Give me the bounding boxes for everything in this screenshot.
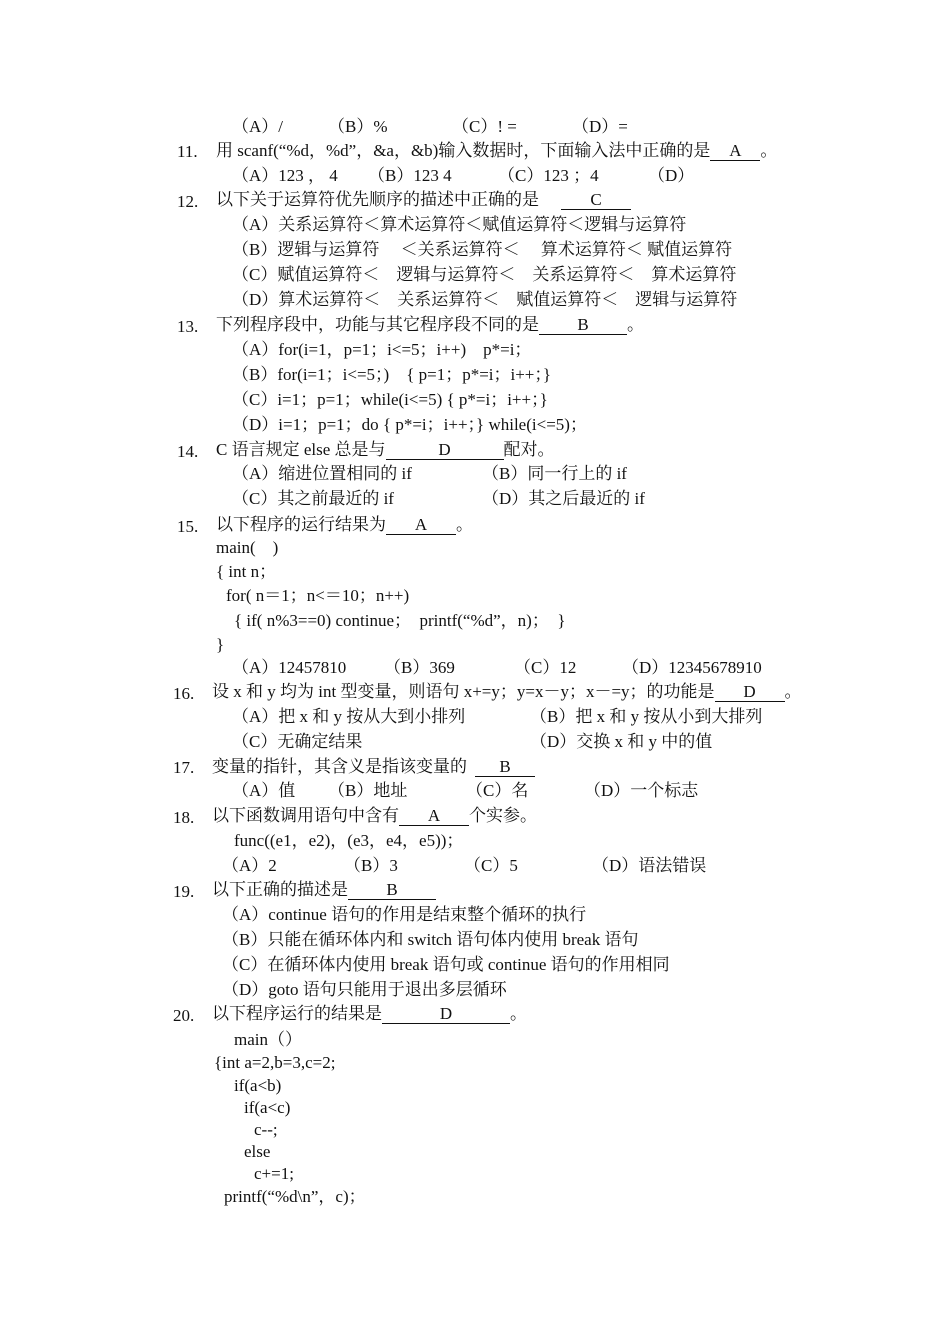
q18-option-a: （A）2 [222, 856, 277, 875]
q15-stem-text: 以下程序的运行结果为 [216, 515, 386, 534]
q13-number: 13. [177, 317, 199, 336]
q20-stem [212, 1004, 527, 1024]
q13-stem-text: 下列程序段中，功能与其它程序段不同的是 [216, 315, 539, 334]
q16-stem-end: 。 [784, 682, 802, 701]
q11-stem [216, 141, 777, 161]
q12-answer-blank: C [561, 191, 631, 210]
q14-option-d: （D）其之后最近的 if [482, 489, 645, 508]
q15-code-line: { if( n%3==0) continue； printf(“%d”，n)； } [234, 611, 566, 630]
q20-number: 20. [173, 1006, 195, 1025]
q15-answer-blank: A [386, 516, 456, 535]
q13-option-a: （A）for(i=1，p=1；i<=5；i++) p*=i； [232, 340, 532, 359]
q11-option-c: （C）123 ；4 [498, 166, 599, 185]
q14-number: 14. [177, 442, 199, 461]
q10-option-c: （C）! = [452, 117, 517, 136]
q12-option-c: （C）赋值运算符＜ 逻辑与运算符＜ 关系运算符＜ 算术运算符 [232, 265, 737, 284]
q18-option-c: （C）5 [464, 856, 518, 875]
q15-code-line: { int n； [216, 562, 277, 581]
q18-answer-blank: A [399, 807, 469, 826]
q19-option-b: （B）只能在循环体内和 switch 语句体内使用 break 语句 [222, 930, 639, 949]
q15-option-d: （D）12345678910 [622, 658, 762, 677]
q20-code-line: {int a=2,b=3,c=2; [214, 1053, 336, 1072]
q16-option-d: （D）交换 x 和 y 中的值 [530, 732, 713, 751]
q15-stem-end: 。 [456, 515, 473, 534]
q12-stem [216, 190, 631, 210]
q14-stem [216, 440, 555, 460]
q14-option-b: （B）同一行上的 if [482, 464, 627, 483]
q13-answer-blank: B [539, 316, 627, 335]
q12-number: 12. [177, 192, 199, 211]
q20-code-line: if(a<c) [244, 1098, 291, 1117]
q13-stem-end: 。 [627, 315, 644, 334]
q19-option-c: （C）在循环体内使用 break 语句或 continue 语句的作用相同 [222, 955, 670, 974]
q19-answer-blank: B [348, 881, 436, 900]
q15-option-a: （A）12457810 [232, 658, 347, 677]
q16-option-b: （B）把 x 和 y 按从小到大排列 [530, 707, 763, 726]
q13-option-d: （D）i=1；p=1；do { p*=i；i++；} while(i<=5)； [232, 415, 587, 434]
q11-stem-end: 。 [760, 141, 778, 160]
q17-stem [212, 757, 535, 777]
q16-stem-text: 设 x 和 y 均为 int 型变量，则语句 x+=y；y=x－y；x－=y；的功能是 [212, 682, 715, 701]
q18-code-line: func((e1，e2)，(e3，e4，e5))； [234, 831, 464, 850]
q13-stem [216, 315, 644, 335]
q20-stem-end: 。 [510, 1004, 527, 1023]
q12-option-a: （A）关系运算符＜算术运算符＜赋值运算符＜逻辑与运算符 [232, 215, 687, 234]
q18-stem-end: 个实参。 [469, 806, 537, 825]
q13-option-b: （B）for(i=1；i<=5；) { p=1；p*=i；i++；} [232, 365, 552, 384]
q14-stem-end: 配对。 [503, 440, 555, 459]
q18-number: 18. [173, 808, 195, 827]
q19-stem-text: 以下正确的描述是 [212, 880, 348, 899]
q16-answer-blank: D [715, 683, 785, 702]
q19-option-a: （A）continue 语句的作用是结束整个循环的执行 [222, 905, 587, 924]
q16-stem [212, 682, 802, 702]
q11-option-d: （D） [648, 166, 695, 185]
q15-code-line: for( n＝1；n<＝10；n++) [226, 586, 410, 605]
q20-code-line: c--; [254, 1120, 278, 1139]
q11-option-b: （B）123 4 [368, 166, 452, 185]
q20-code-line: else [244, 1142, 271, 1161]
q18-stem-text: 以下函数调用语句中含有 [212, 806, 399, 825]
q18-option-d: （D）语法错误 [592, 856, 707, 875]
q10-option-d: （D）= [572, 117, 628, 136]
q17-number: 17. [173, 758, 195, 777]
q11-option-a: （A）123 ， 4 [232, 166, 338, 185]
q20-code-line: c+=1; [254, 1164, 294, 1183]
q11-answer-blank: A [710, 142, 760, 161]
q14-option-c: （C）其之前最近的 if [232, 489, 394, 508]
q15-option-c: （C）12 [514, 658, 577, 677]
q17-stem-text: 变量的指针，其含义是指该变量的 [212, 757, 467, 776]
q14-option-a: （A）缩进位置相同的 if [232, 464, 412, 483]
q20-stem-text: 以下程序运行的结果是 [212, 1004, 382, 1023]
q17-answer-blank: B [475, 758, 535, 777]
q17-option-d: （D）一个标志 [584, 781, 699, 800]
q12-stem-text: 以下关于运算符优先顺序的描述中正确的是 [216, 190, 539, 209]
q11-number: 11. [177, 142, 198, 161]
q15-stem [216, 515, 473, 535]
q15-code-line: main( ) [216, 538, 279, 557]
q14-answer-blank: D [386, 441, 504, 460]
q15-number: 15. [177, 517, 199, 536]
q14-stem-text: C 语言规定 else 总是与 [216, 440, 386, 459]
q19-stem [212, 880, 436, 900]
q20-code-line: main（） [234, 1030, 302, 1049]
q10-option-b: （B）% [328, 117, 388, 136]
q17-option-b: （B）地址 [328, 781, 408, 800]
q19-option-d: （D）goto 语句只能用于退出多层循环 [222, 980, 507, 999]
q12-option-b: （B）逻辑与运算符 ＜关系运算符＜ 算术运算符＜ 赋值运算符 [232, 240, 733, 259]
q10-option-a: （A）/ [232, 117, 283, 136]
q15-option-b: （B）369 [384, 658, 455, 677]
q16-option-c: （C）无确定结果 [232, 732, 363, 751]
q15-code-line: } [216, 635, 225, 654]
q20-code-line: printf(“%d\n”，c)； [224, 1187, 366, 1206]
q19-number: 19. [173, 882, 195, 901]
q16-option-a: （A）把 x 和 y 按从大到小排列 [232, 707, 466, 726]
q17-option-c: （C）名 [466, 781, 529, 800]
q20-answer-blank: D [382, 1005, 510, 1024]
q17-option-a: （A）值 [232, 781, 296, 800]
q16-number: 16. [173, 684, 195, 703]
q18-option-b: （B）3 [344, 856, 398, 875]
q12-option-d: （D）算术运算符＜ 关系运算符＜ 赋值运算符＜ 逻辑与运算符 [232, 290, 738, 309]
q18-stem [212, 806, 537, 826]
q13-option-c: （C）i=1；p=1；while(i<=5) { p*=i；i++；} [232, 390, 548, 409]
q11-stem-text: 用 scanf(“%d，%d”，&a，&b)输入数据时，下面输入法中正确的是 [216, 141, 711, 160]
q20-code-line: if(a<b) [234, 1076, 282, 1095]
